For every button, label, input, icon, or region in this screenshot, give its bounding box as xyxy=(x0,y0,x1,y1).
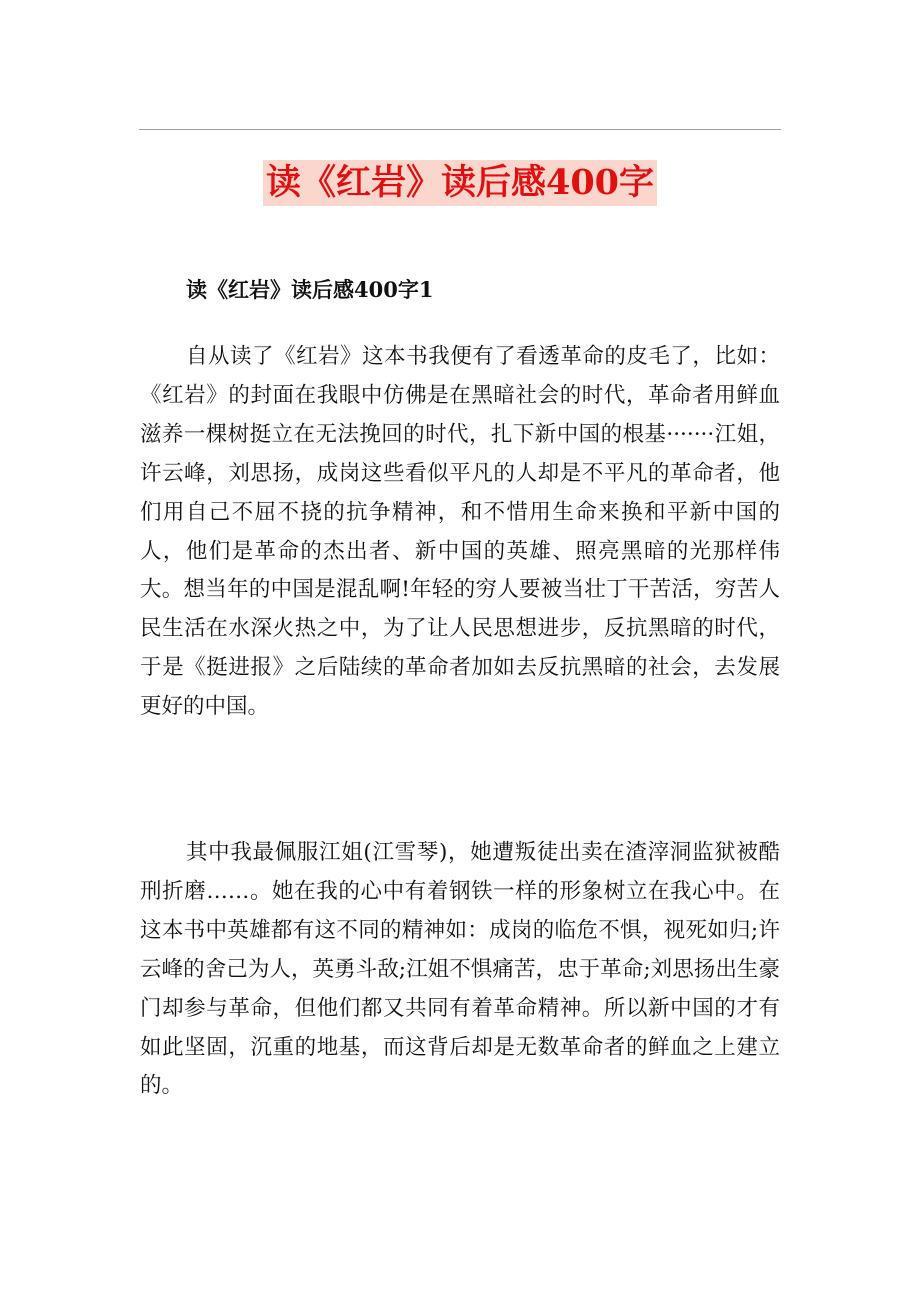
body-paragraph-1: 自从读了《红岩》这本书我便有了看透革命的皮毛了，比如：《红岩》的封面在我眼中仿佛是在黑暗社会的时代，革命者用鲜血滋养一棵树挺立在无法挽回的时代，扎下新中国的根基·······江姐，许云峰，刘思扬，成岗这些看似平凡的人却是不平凡的革命者，他们用自己不屈不挠的抗争精神，和不惜用生命来换和平新中国的人，他们是革命的杰出者、新中国的英雄、照亮黑暗的光那样伟大。想当年的中国是混乱啊!年轻的穷人要被当壮丁干苦活，穷苦人民生活在水深火热之中，为了让人民思想进步，反抗黑暗的时代，于是《挺进报》之后陆续的革命者加如去反抗黑暗的社会，去发展更好的中国。 xyxy=(140,344,780,720)
section-heading: 读《红岩》读后感400字1 xyxy=(186,277,434,302)
body-paragraph-2: 其中我最佩服江姐(江雪琴)，她遭叛徒出卖在渣滓洞监狱被酷刑折磨……。她在我的心中有着钢铁一样的形象树立在我心中。在这本书中英雄都有这不同的精神如：成岗的临危不惧，视死如归;许云峰的舍己为人，英勇斗敌;江姐不惧痛苦，忠于革命;刘思扬出生豪门却参与革命，但他们都又共同有着革命精神。所以新中国的才有如此坚固，沉重的地基，而这背后却是无数革命者的鲜血之上建立的。 xyxy=(140,840,780,1099)
header-divider xyxy=(139,129,781,130)
title-container xyxy=(0,160,920,206)
page-title: 读《红岩》读后感400字 xyxy=(263,160,657,206)
